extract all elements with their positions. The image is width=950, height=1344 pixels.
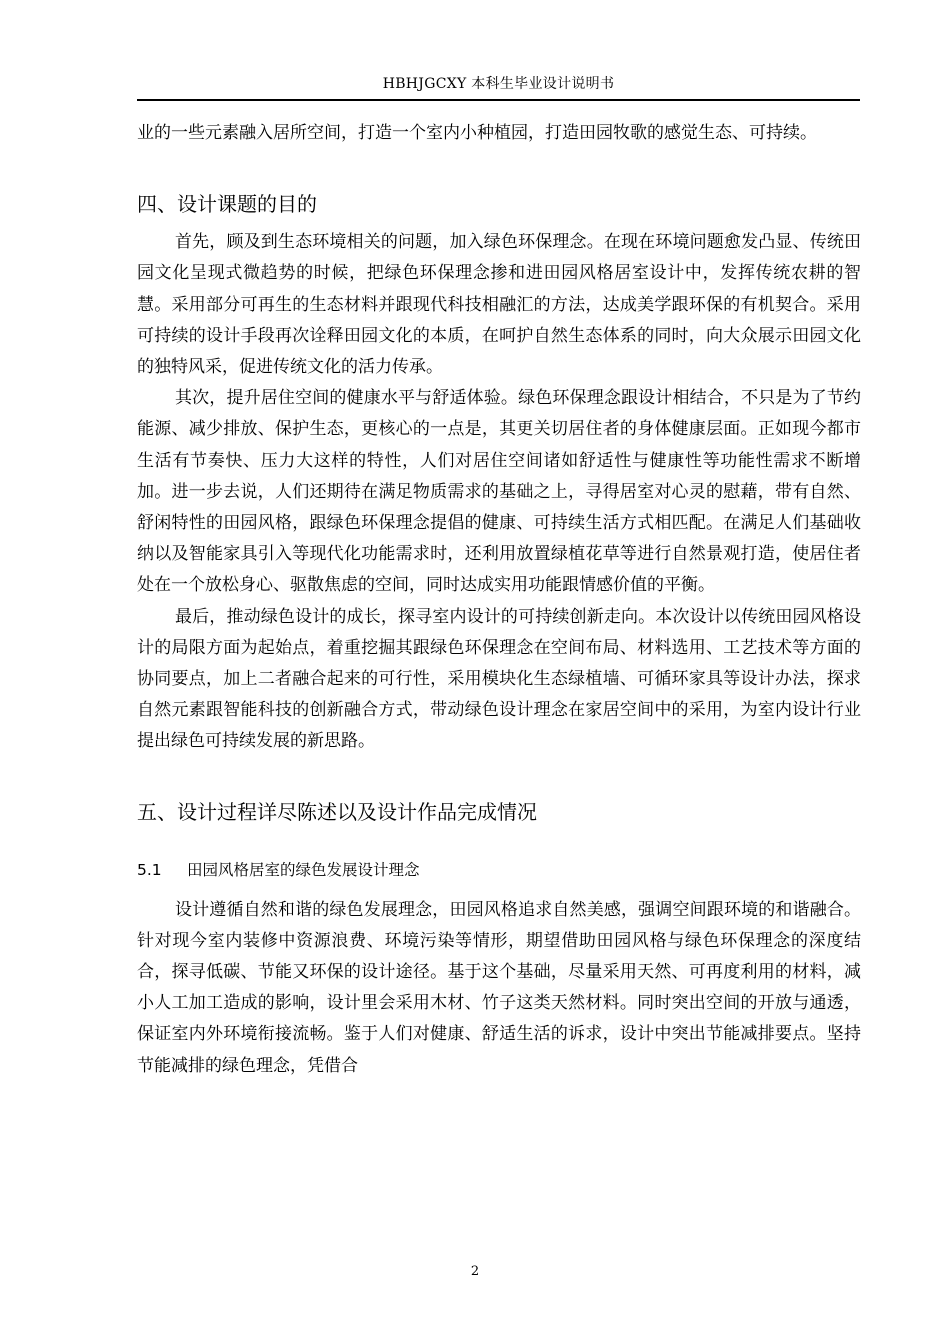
- running-header: HBHJGCXY 本科生毕业设计说明书: [382, 76, 615, 92]
- section-5-paragraph-1: 设计遵循自然和谐的绿色发展理念，田园风格追求自然美感，强调空间跟环境的和谐融合。针对现今室内装修中资源浪费、环境污染等情形，期望借助田园风格与绿色环保理念的深度结合，探寻低碳、节能又环保的设计途径。基于这个基础，尽量采用天然、可再度利用的材料，减小人工加工造成的影响，设计里会采用木材、竹子这类天然材料。同时突出空间的开放与通透，保证室内外环境衔接流畅。鉴于人们对健康、舒适生活的诉求，设计中突出节能减排要点。坚持节能减排的绿色理念，凭借合: [137, 899, 861, 1076]
- section-4-heading: 四、设计课题的目的: [137, 192, 317, 217]
- subsection-number: 5.1: [137, 860, 162, 879]
- header-rule: [137, 99, 860, 101]
- page-number: 2: [470, 1264, 480, 1279]
- section-4-paragraph-3: 最后，推动绿色设计的成长，探寻室内设计的可持续创新走向。本次设计以传统田园风格设计的局限方面为起始点，着重挖掘其跟绿色环保理念在空间布局、材料选用、工艺技术等方面的协同要点，加上二者融合起来的可行性，采用模块化生态绿植墙、可循环家具等设计办法，探求自然元素跟智能科技的创新融合方式，带动绿色设计理念在家居空间中的采用，为室内设计行业提出绿色可持续发展的新思路。: [137, 606, 861, 752]
- section-5-heading: 五、设计过程详尽陈述以及设计作品完成情况: [137, 799, 537, 824]
- section-4-paragraph-2: 其次，提升居住空间的健康水平与舒适体验。绿色环保理念跟设计相结合，不只是为了节约能源、减少排放、保护生态，更核心的一点是，其更关切居住者的身体健康层面。正如现今都市生活有节奏快、压力大这样的特性，人们对居住空间诸如舒适性与健康性等功能性需求不断增加。进一步去说，人们还期待在满足物质需求的基础之上，寻得居室对心灵的慰藉，带有自然、舒闲特性的田园风格，跟绿色环保理念提倡的健康、可持续生活方式相匹配。在满足人们基础收纳以及智能家具引入等现代化功能需求时，还利用放置绿植花草等进行自然景观打造，使居住者处在一个放松身心、驱散焦虑的空间，同时达成实用功能跟情感价值的平衡。: [137, 388, 861, 596]
- continued-paragraph: 业的一些元素融入居所空间，打造一个室内小种植园，打造田园牧歌的感觉生态、可持续。: [137, 123, 817, 143]
- document-body: [137, 118, 861, 1082]
- subsection-title: 田园风格居室的绿色发展设计理念: [187, 860, 420, 879]
- section-4-paragraph-1: 首先，顾及到生态环境相关的问题，加入绿色环保理念。在现在环境问题愈发凸显、传统田园文化呈现式微趋势的时候，把绿色环保理念掺和进田园风格居室设计中，发挥传统农耕的智慧。采用部分可再生的生态材料并跟现代科技相融汇的方法，达成美学跟环保的有机契合。采用可持续的设计手段再次诠释田园文化的本质，在呵护自然生态体系的同时，向大众展示田园文化的独特风采，促进传统文化的活力传承。: [137, 232, 861, 378]
- subsection-5-1-heading: [137, 857, 861, 883]
